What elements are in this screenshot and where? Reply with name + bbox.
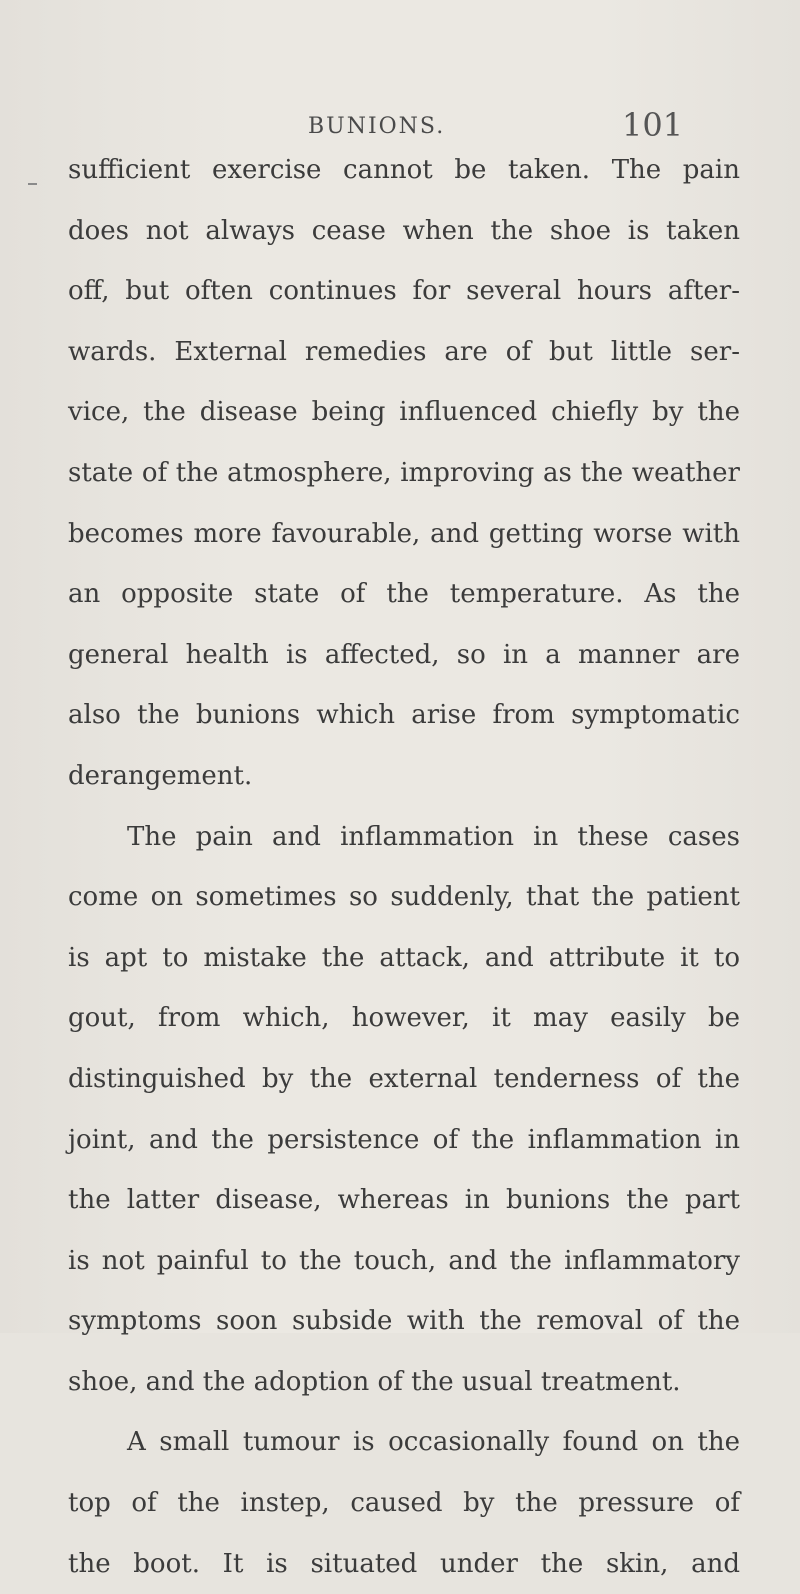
text-line: A small tumour is occasionally found on the <box>127 1427 740 1458</box>
body-text <box>68 140 740 1594</box>
text-line: gout, from which, however, it may easily be <box>68 1003 740 1034</box>
text-line: general health is affected, so in a manner are <box>68 639 740 670</box>
text-line: wards. External remedies are of but little ser- <box>68 336 740 367</box>
text-line: shoe, and the adoption of the usual treatment. <box>68 1366 681 1397</box>
text-line: joint, and the persistence of the inflammation in <box>68 1124 740 1155</box>
text-line: off, but often continues for several hours after- <box>68 276 740 307</box>
text-line: The pain and inflammation in these cases <box>127 821 740 852</box>
text-line: state of the atmosphere, improving as the weather <box>68 457 740 488</box>
running-title: BUNIONS. <box>308 114 446 139</box>
text-line: also the bunions which arise from symptomatic <box>68 700 740 731</box>
text-line: distinguished by the external tenderness of the <box>68 1063 740 1094</box>
text-line: vice, the disease being influenced chiefly by the <box>68 397 740 428</box>
text-line: is apt to mistake the attack, and attribute it to <box>68 942 740 973</box>
text-line: is not painful to the touch, and the inflammatory <box>68 1245 740 1276</box>
text-line: derangement. <box>68 760 253 791</box>
text-line: the boot. It is situated under the skin, and <box>68 1548 740 1579</box>
text-line: top of the instep, caused by the pressure of <box>68 1488 740 1519</box>
text-line: the latter disease, whereas in bunions the part <box>68 1185 740 1216</box>
text-line: becomes more favourable, and getting worse with <box>68 518 740 549</box>
text-line: come on sometimes so suddenly, that the patient <box>68 882 740 913</box>
page-number: 101 <box>622 106 684 144</box>
text-line: symptoms soon subside with the removal of the <box>68 1306 740 1337</box>
text-line: sufficient exercise cannot be taken. The pain <box>68 155 740 185</box>
text-line: does not always cease when the shoe is taken <box>68 215 740 246</box>
text-line: an opposite state of the temperature. As the <box>68 579 740 610</box>
margin-mark <box>28 183 37 185</box>
